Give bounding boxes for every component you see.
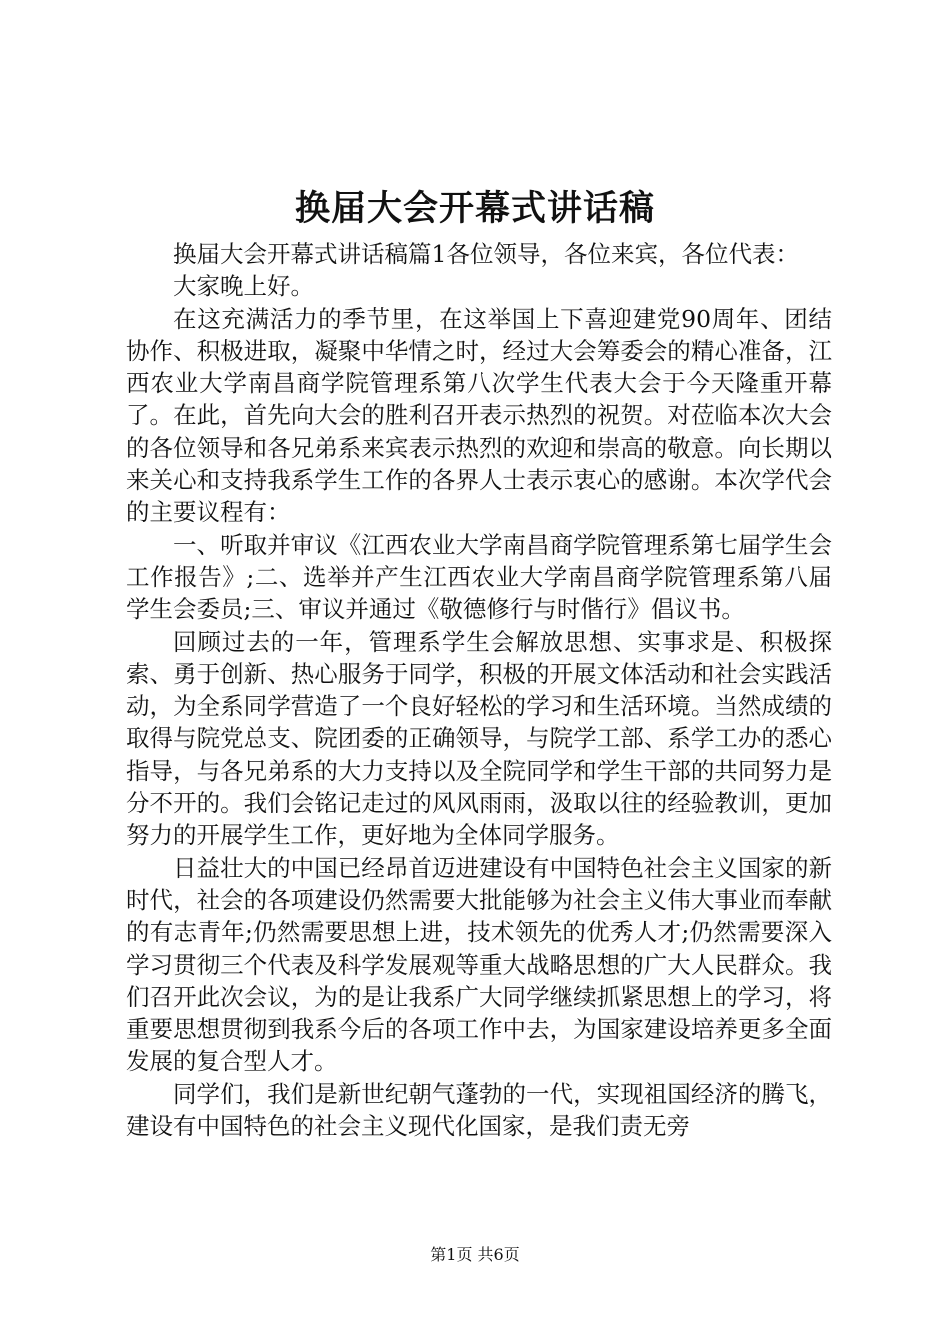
paragraph: 大家晚上好。 (173, 272, 314, 301)
paragraph: 在这充满活力的季节里，在这举国上下喜迎建党90周年、团结协作、积极进取，凝聚中华情之时，经过大会筹委会的精心准备，江西农业大学南昌商学院管理系第八次学生代表大会于今天隆重开幕了。在此，首先向大会的胜利召开表示热烈的祝贺。对莅临本次大会的各位领导和各兄弟系来宾表示热烈的欢迎和崇高的敬意。向长期以来关心和支持我系学生工作的各界人士表示衷心的感谢。本次学代会的主要议程有： (126, 304, 832, 527)
document-title: 换届大会开幕式讲话稿 (294, 189, 655, 229)
page-number-footer: 第1页 共6页 (430, 1245, 520, 1264)
document-body (126, 238, 832, 1142)
paragraph: 日益壮大的中国已经昂首迈进建设有中国特色社会主义国家的新时代，社会的各项建设仍然需要大批能够为社会主义伟大事业而奉献的有志青年;仍然需要思想上进，技术领先的优秀人才;仍然需要深入学习贯彻三个代表及科学发展观等重大战略思想的广大人民群众。我们召开此次会议，为的是让我系广大同学继续抓紧思想上的学习，将重要思想贯彻到我系今后的各项工作中去，为国家建设培养更多全面发展的复合型人才。 (126, 853, 832, 1076)
paragraph: 同学们，我们是新世纪朝气蓬勃的一代，实现祖国经济的腾飞，建设有中国特色的社会主义现代化国家，是我们责无旁 (126, 1079, 832, 1141)
paragraph: 回顾过去的一年，管理系学生会解放思想、实事求是、积极探索、勇于创新、热心服务于同学，积极的开展文体活动和社会实践活动，为全系同学营造了一个良好轻松的学习和生活环境。当然成绩的取得与院党总支、院团委的正确领导，与院学工部、系学工办的悉心指导，与各兄弟系的大力支持以及全院同学和学生干部的共同努力是分不开的。我们会铭记走过的风风雨雨，汲取以往的经验教训，更加努力的开展学生工作，更好地为全体同学服务。 (126, 627, 832, 850)
paragraph: 一、听取并审议《江西农业大学南昌商学院管理系第七届学生会工作报告》;二、选举并产生江西农业大学南昌商学院管理系第八届学生会委员;三、审议并通过《敬德修行与时偕行》倡议书。 (126, 530, 832, 624)
paragraph: 换届大会开幕式讲话稿篇1各位领导，各位来宾，各位代表： (173, 240, 799, 268)
